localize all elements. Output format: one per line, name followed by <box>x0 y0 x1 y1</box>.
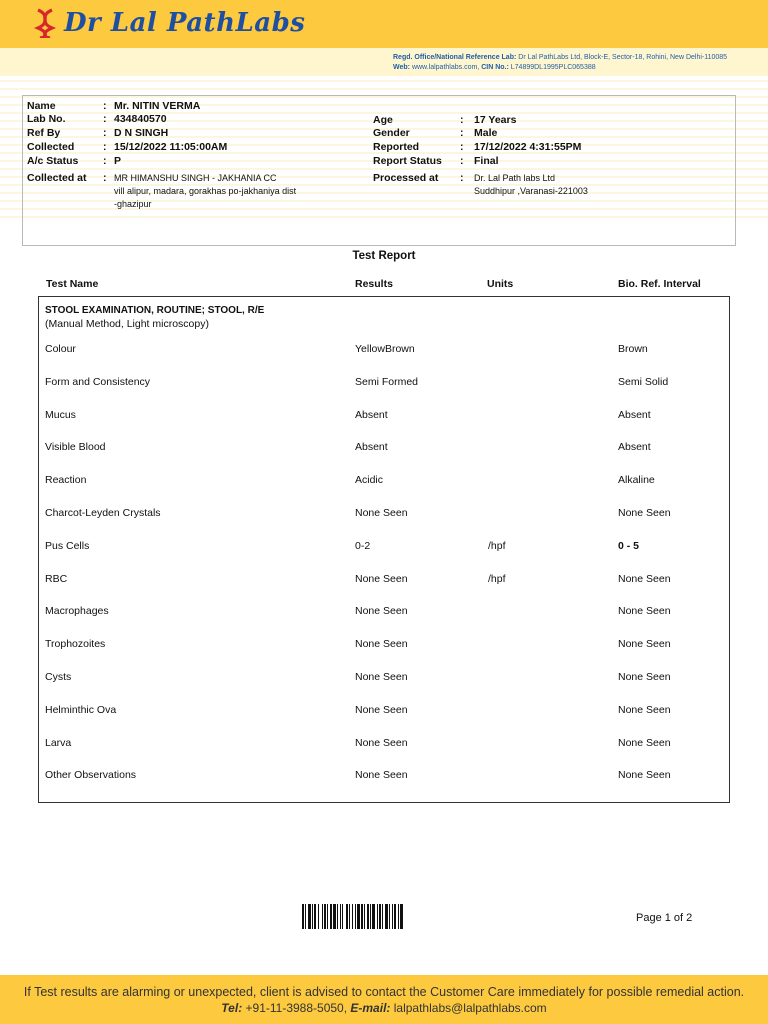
test-name: Other Observations <box>45 769 137 781</box>
colon: : <box>103 100 107 112</box>
collected-value: 15/12/2022 11:05:00AM <box>114 141 228 153</box>
section-title: STOOL EXAMINATION, ROUTINE; STOOL, R/E <box>45 305 265 316</box>
test-ref-interval: None Seen <box>618 737 671 749</box>
test-name: Form and Consistency <box>45 376 151 388</box>
colon: : <box>460 127 464 139</box>
registered-office-info: Regd. Office/National Reference Lab: Dr Lal PathLabs Ltd, Block-E, Sector-18, Rohini, New Delhi-110085 Web: www.lalpathlabs.com, CIN No.: L74899DL1995PLC065388 <box>393 54 728 71</box>
colon: : <box>460 155 464 167</box>
test-result: None Seen <box>355 638 408 650</box>
test-name: Mucus <box>45 409 76 421</box>
test-result: None Seen <box>355 671 408 683</box>
test-name: Pus Cells <box>45 540 90 552</box>
test-name: Visible Blood <box>45 441 106 453</box>
report-status-label: Report Status <box>373 155 442 167</box>
section-method: (Manual Method, Light microscopy) <box>45 318 209 330</box>
column-header-test-name: Test Name <box>46 278 99 290</box>
test-name: Charcot-Leyden Crystals <box>45 507 161 519</box>
colon: : <box>103 127 107 139</box>
brand-logo <box>34 8 305 38</box>
column-header-units: Units <box>487 278 514 290</box>
test-result: None Seen <box>355 573 408 585</box>
collected-at-line-2: vill alipur, madara, gorakhas po-jakhaniya dist <box>114 186 297 196</box>
name-label: Name <box>27 100 56 112</box>
ac-status-value: P <box>114 155 122 167</box>
footer-bar <box>0 975 768 1024</box>
age-label: Age <box>373 114 393 126</box>
test-ref-interval: Absent <box>618 441 651 453</box>
test-result: None Seen <box>355 737 408 749</box>
test-result: None Seen <box>355 507 408 519</box>
colon: : <box>460 114 464 126</box>
test-ref-interval: Brown <box>618 343 648 355</box>
test-name: Reaction <box>45 474 87 486</box>
test-result: Absent <box>355 441 388 453</box>
colon: : <box>460 141 464 153</box>
test-result: Acidic <box>355 474 384 486</box>
test-ref-interval: 0 - 5 <box>618 540 640 552</box>
test-ref-interval: Absent <box>618 409 651 421</box>
column-header-results: Results <box>355 278 393 290</box>
test-name: Colour <box>45 343 76 355</box>
collected-at-line-1: MR HIMANSHU SINGH - JAKHANIA CC <box>114 173 277 183</box>
test-ref-interval: None Seen <box>618 704 671 716</box>
test-unit: /hpf <box>488 540 506 552</box>
gender-value: Male <box>474 127 498 139</box>
test-name: Larva <box>45 737 72 749</box>
test-name: Cysts <box>45 671 72 683</box>
colon: : <box>103 155 107 167</box>
report-status-value: Final <box>474 155 499 167</box>
lab-no-value: 434840570 <box>114 113 167 125</box>
footer-contact <box>0 1001 768 1015</box>
colon: : <box>460 172 464 184</box>
ref-by-label: Ref By <box>27 127 61 139</box>
gender-label: Gender <box>373 127 410 139</box>
barcode-image <box>302 904 468 929</box>
report-title: Test Report <box>352 250 416 262</box>
test-name: Helminthic Ova <box>45 704 117 716</box>
patient-name: Mr. NITIN VERMA <box>114 100 201 112</box>
test-result: None Seen <box>355 769 408 781</box>
test-result: Semi Formed <box>355 376 419 388</box>
footer-advisory: If Test results are alarming or unexpected, client is advised to contact the Customer Care immediately for possible remedial action. <box>23 985 745 999</box>
test-name: Macrophages <box>45 605 109 617</box>
tel-label: Tel: <box>221 1001 243 1015</box>
ac-status-label: A/c Status <box>27 155 79 167</box>
colon: : <box>103 141 107 153</box>
age-value: 17 Years <box>474 114 517 126</box>
test-ref-interval: None Seen <box>618 507 671 519</box>
test-ref-interval: Semi Solid <box>618 376 669 388</box>
test-result: YellowBrown <box>355 343 415 355</box>
dna-logo-icon <box>34 8 56 38</box>
tel-value: +91-11-3988-5050, <box>242 1001 348 1015</box>
test-result: None Seen <box>355 605 408 617</box>
column-header-ref-interval: Bio. Ref. Interval <box>618 278 701 290</box>
email-label: E-mail: <box>350 1001 391 1015</box>
test-result: Absent <box>355 409 388 421</box>
colon: : <box>103 172 107 184</box>
collected-at-label: Collected at <box>27 172 87 184</box>
collected-label: Collected <box>27 141 75 153</box>
test-name: Trophozoites <box>45 638 106 650</box>
lab-no-label: Lab No. <box>27 113 66 125</box>
email-value: lalpathlabs@lalpathlabs.com <box>390 1001 547 1015</box>
collected-at-line-3: -ghazipur <box>114 199 152 209</box>
reported-label: Reported <box>373 141 420 153</box>
test-name: RBC <box>45 573 68 585</box>
test-ref-interval: None Seen <box>618 769 671 781</box>
processed-at-line-1: Dr. Lal Path labs Ltd <box>474 173 556 183</box>
processed-at-label: Processed at <box>373 172 439 184</box>
test-ref-interval: None Seen <box>618 671 671 683</box>
page-number: Page 1 of 2 <box>636 912 693 924</box>
brand-name: Dr Lal PathLabs <box>64 8 306 38</box>
test-ref-interval: None Seen <box>618 638 671 650</box>
test-ref-interval: None Seen <box>618 605 671 617</box>
test-unit: /hpf <box>488 573 506 585</box>
test-result: None Seen <box>355 704 408 716</box>
colon: : <box>103 113 107 125</box>
processed-at-line-2: Suddhipur ,Varanasi-221003 <box>474 186 588 196</box>
reported-value: 17/12/2022 4:31:55PM <box>474 141 582 153</box>
test-ref-interval: None Seen <box>618 573 671 585</box>
test-ref-interval: Alkaline <box>618 474 655 486</box>
test-result: 0-2 <box>355 540 371 552</box>
ref-by-value: D N SINGH <box>114 127 169 139</box>
